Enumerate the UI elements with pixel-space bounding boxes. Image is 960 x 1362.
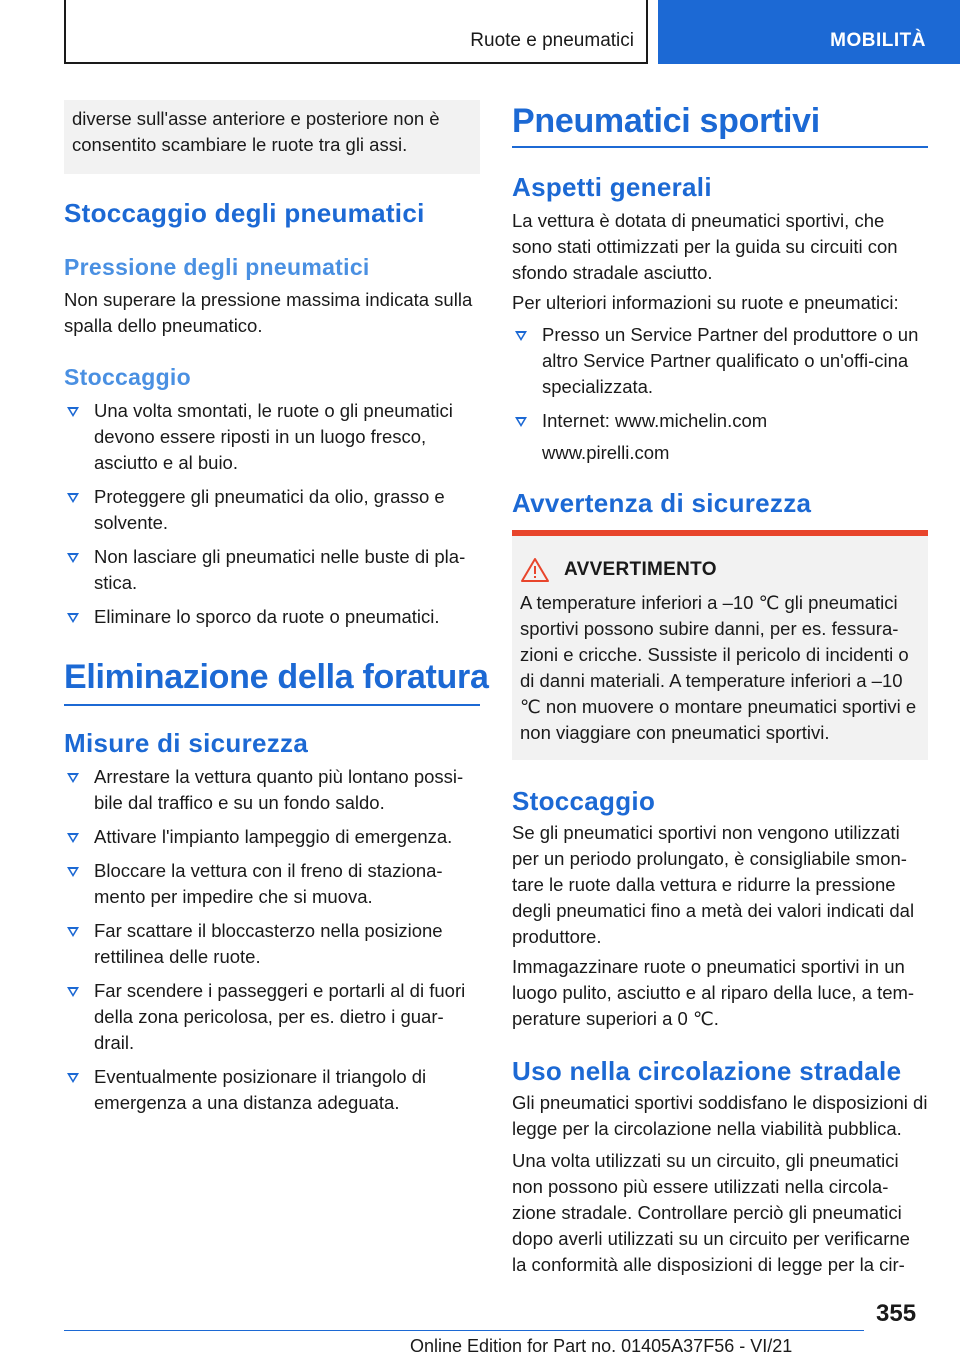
warning-text: A temperature inferiori a –10 ℃ gli pneumatici sportivi possono subire danni, per es. fessura-zioni e cricche. Sussiste il pericolo di incidenti o di danni materiali. A temperature inferiori a –10 ℃ non muovere o montare pneumatici sportivi e non viaggiare con pneumatici sportivi. bbox=[520, 592, 917, 743]
tire-pressure-heading: Pressione degli pneumatici bbox=[64, 254, 370, 280]
chapter-title: MOBILITÀ bbox=[830, 30, 926, 51]
bullet-triangle-icon bbox=[67, 1073, 79, 1083]
storage-heading-left: Stoccaggio bbox=[64, 364, 191, 390]
tire-storage-heading: Stoccaggio degli pneumatici bbox=[64, 198, 425, 228]
edition-text: Online Edition for Part no. 01405A37F56 - VI/21 bbox=[410, 1336, 793, 1356]
list-item: Far scendere i passeggeri e portarli al di fuori della zona pericolosa, per es. dietro i guar-drail. bbox=[64, 978, 480, 1056]
list-item: Far scattare il bloccasterzo nella posizione rettilinea delle ruote. bbox=[64, 918, 480, 970]
storage-text-1: Se gli pneumatici sportivi non vengono utilizzati per un periodo prolungato, è consigliabile smon-tare le ruote dalla vettura e ridurre la pressione degli pneumatici fino a metà dei valori indicati dal produttore. bbox=[512, 822, 915, 947]
footer-rule bbox=[64, 1330, 864, 1331]
bullet-triangle-icon bbox=[67, 773, 79, 783]
bullet-triangle-icon bbox=[67, 927, 79, 937]
page-header bbox=[0, 0, 960, 66]
road-use-text-1: Gli pneumatici sportivi soddisfano le disposizioni di legge per la circolazione nella viabilità pubblica. bbox=[512, 1092, 928, 1139]
heading-rule bbox=[512, 146, 928, 148]
bullet-triangle-icon bbox=[67, 833, 79, 843]
warning-triangle-icon bbox=[520, 557, 550, 583]
warning-title-row bbox=[520, 556, 920, 584]
pirelli-link-text: www.pirelli.com bbox=[542, 442, 670, 463]
list-item: Non lasciare gli pneumatici nelle buste di pla-stica. bbox=[64, 544, 480, 596]
bullet-triangle-icon bbox=[67, 613, 79, 623]
safety-warning-heading: Avvertenza di sicurezza bbox=[512, 488, 812, 518]
list-item: Arrestare la vettura quanto più lontano possi-bile dal traffico e su un fondo saldo. bbox=[64, 764, 480, 816]
bullet-triangle-icon bbox=[67, 987, 79, 997]
page-number: 355 bbox=[876, 1300, 917, 1327]
warning-box bbox=[512, 530, 928, 760]
warning-label: AVVERTIMENTO bbox=[564, 559, 717, 580]
bullet-triangle-icon bbox=[67, 553, 79, 563]
continued-note-text: diverse sull'asse anteriore e posteriore non è consentito scambiare le ruote tra gli assi. bbox=[72, 108, 440, 155]
info-text: Per ulteriori informazioni su ruote e pneumatici: bbox=[512, 292, 899, 313]
safety-list bbox=[64, 764, 480, 1124]
tire-pressure-text: Non superare la pressione massima indicata sulla spalla dello pneumatico. bbox=[64, 289, 473, 336]
storage-heading-right: Stoccaggio bbox=[512, 786, 656, 816]
info-list bbox=[512, 322, 928, 474]
list-item: Proteggere gli pneumatici da olio, grasso e solvente. bbox=[64, 484, 480, 536]
list-item: Internet: www.michelin.com www.pirelli.com bbox=[512, 408, 928, 466]
list-item: Una volta smontati, le ruote o gli pneumatici devono essere riposti in un luogo fresco, asciutto e al buio. bbox=[64, 398, 480, 476]
road-use-text-2: Una volta utilizzati su un circuito, gli pneumatici non possono più essere utilizzati nella circola-zione stradale. Controllare perciò gli pneumatici dopo averli utilizzati su un circuito per verificarne la conformità alle disposizioni di legge per la cir- bbox=[512, 1150, 910, 1275]
bullet-triangle-icon bbox=[67, 867, 79, 877]
list-item: Attivare l'impianto lampeggio di emergenza. bbox=[64, 824, 480, 850]
storage-text-2: Immagazzinare ruote o pneumatici sportivi in un luogo pulito, asciutto e al riparo della luce, a tem-perature superiori a 0 ℃. bbox=[512, 956, 915, 1029]
bullet-triangle-icon bbox=[67, 407, 79, 417]
bullet-triangle-icon bbox=[515, 331, 527, 341]
list-item: Eventualmente posizionare il triangolo di emergenza a una distanza adeguata. bbox=[64, 1064, 480, 1116]
section-tab bbox=[64, 0, 648, 64]
heading-rule bbox=[64, 704, 480, 706]
list-item: Eliminare lo sporco da ruote o pneumatici. bbox=[64, 604, 480, 630]
chapter-tab bbox=[658, 0, 960, 64]
safety-measures-heading: Misure di sicurezza bbox=[64, 728, 309, 758]
list-item: Presso un Service Partner del produttore o un altro Service Partner qualificato o un'offi-cina specializzata. bbox=[512, 322, 928, 400]
bullet-triangle-icon bbox=[515, 417, 527, 427]
continued-note-box bbox=[64, 100, 480, 174]
general-heading: Aspetti generali bbox=[512, 172, 712, 202]
bullet-triangle-icon bbox=[67, 493, 79, 503]
puncture-heading: Eliminazione della foratura bbox=[64, 658, 489, 696]
section-title: Ruote e pneumatici bbox=[470, 30, 634, 51]
list-item: Bloccare la vettura con il freno di staziona-mento per impedire che si muova. bbox=[64, 858, 480, 910]
storage-list bbox=[64, 398, 480, 638]
road-use-heading: Uso nella circolazione stradale bbox=[512, 1056, 902, 1086]
general-text: La vettura è dotata di pneumatici sportivi, che sono stati ottimizzati per la guida su circuiti con sfondo stradale asciutto. bbox=[512, 210, 898, 283]
sport-tires-title: Pneumatici sportivi bbox=[512, 102, 820, 140]
